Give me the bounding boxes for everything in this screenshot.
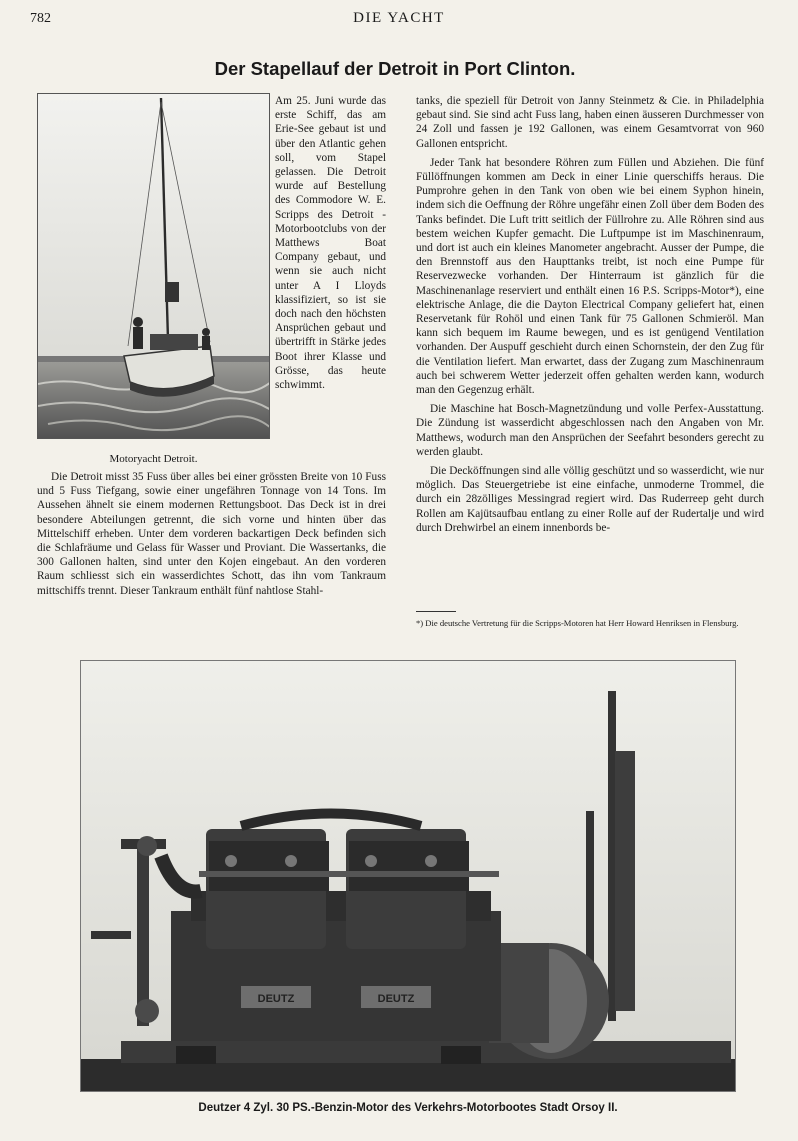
footnote-divider — [416, 611, 456, 612]
left-wide-column — [37, 470, 386, 598]
body-paragraph: Jeder Tank hat besondere Röhren zum Füllen und Abziehen. Die fünf Füllöffnungen kommen am Deck in einer Linie querschiffs heraus. Die Pumprohre gehen in den Tank von oben wie bei einem Syphon hinein, indem sich die Oeffnung der Röhre ungefähr einen Zoll über dem Boden des Tanks befindet. Die Luft tritt seitlich der Füllrohre zu. Alle Röhren sind aus bestem weichen Kupfer gemacht. Die Luftpumpe ist im Maschinenraum, und dort ist auch ein kleines Manometer angebracht. Ausser der Pumpe, die den Brennstoff aus den Haupttanks treibt, ist noch eine Pumpe für Reservezwecke vorhanden. Der Hinterraum ist gänzlich für die Maschinenanlage reserviert und enthält einen 16 P.S. Scripps-Motor*), eine elektrische Anlage, die die Dayton Electrical Company geliefert hat, einen Reservetank für Rohöl und einen Tank für 75 Gallonen Schmieröl. Man kann sich bequem im Raume bewegen, und es ist genügend Ventilation vorhanden. Der Auspuff geschieht durch einen Schornstein, der den Zug für die Ventilation liefert. Man erwartet, dass der Zugang zum Maschinenraum auch bei schwerem Wetter jederzeit offen gehalten werden kann, wodurch man den Gegenzug erhält. — [416, 156, 764, 397]
article-title: Der Stapellauf der Detroit in Port Clinton. — [214, 58, 576, 79]
body-paragraph: Die Maschine hat Bosch-Magnetzündung und volle Perfex-Ausstattung. Die Zündung ist wasserdicht abgeschlossen nach den Angaben von Mr. Matthews, wodurch man den Ansprüchen der Seefahrt besonders gerecht zu werden glaubt. — [416, 403, 764, 458]
engine-plate-label: DEUTZ — [257, 993, 295, 1005]
footnote: *) Die deutsche Vertretung für die Scripps-Motoren hat Herr Howard Henriksen in Flensburg. — [416, 618, 739, 628]
engine-plate-label: DEUTZ — [377, 993, 415, 1005]
intro-paragraph: Am 25. Juni wurde das erste Schiff, das am Erie-See gebaut ist und über den Atlantic gehen soll, vom Stapel gelassen. Die Detroit wurde auf Bestellung des Commodore W. E. Scripps des Detroit - Motorbootclubs von der Matthews Boat Company gebaut, und wenn sie auch nicht unter A I Lloyds klassifiziert, so ist sie doch nach den höchsten Ansprüchen gebaut und übertrifft in Stärke jedes Boot ihrer Klasse und Grösse, das heute schwimmt. — [275, 95, 386, 392]
body-paragraph: Die Detroit misst 35 Fuss über alles bei einer grössten Breite von 10 Fuss und 5 Fuss Tiefgang, sowie einer ungefähren Tonnage von 14 Tons. Im Aussehen ähnelt sie einem modernen Rettungsboot. Das Deck ist in drei besondere Abteilungen getrennt, die sich vorne und hinten über das Mittelschiff erheben. Unter dem vorderen backartigen Deck befinden sich die Schlafräume und Gelass für Wasser und Proviant. Die Wassertanks, die 300 Gallonen halten, sind unter den Kojen eingebaut. An den vorderen Raum schliesst sich ein wasserdichtes Schott, das ihn vom Tankraum mittschiffs trennt. Dieser Tankraum enthält fünf nahtlose Stahl- — [37, 471, 386, 597]
body-paragraph: tanks, die speziell für Detroit von Janny Steinmetz & Cie. in Philadelphia gebaut sind. Sie sind acht Fuss lang, haben einen äusseren Durchmesser von 24 Zoll und fassen je 192 Gallonen, was einem Gesamtvorrat von 960 Gallonen entspricht. — [416, 95, 764, 150]
intro-narrow-column — [275, 94, 386, 392]
yacht-photo — [37, 93, 270, 439]
body-paragraph: Die Decköffnungen sind alle völlig geschützt und so wasserdicht, wie nur möglich. Das Steuergetriebe ist eine einfache, unmoderne Trommel, die durch ein 28zölliges Messingrad regiert wird. Das Ruderreep geht durch Rollen am Kajütsaufbau entlang zu einer Rolle auf der Rudertalje und wird durch Drehwirbel an einem innenbords be- — [416, 465, 764, 534]
running-head: DIE YACHT — [353, 10, 445, 26]
right-column — [416, 94, 764, 535]
engine-photo — [80, 660, 736, 1092]
engine-caption: Deutzer 4 Zyl. 30 PS.-Benzin-Motor des Verkehrs-Motorbootes Stadt Orsoy II. — [198, 1102, 618, 1114]
photo-caption: Motoryacht Detroit. — [109, 453, 198, 465]
page-number: 782 — [30, 11, 51, 26]
